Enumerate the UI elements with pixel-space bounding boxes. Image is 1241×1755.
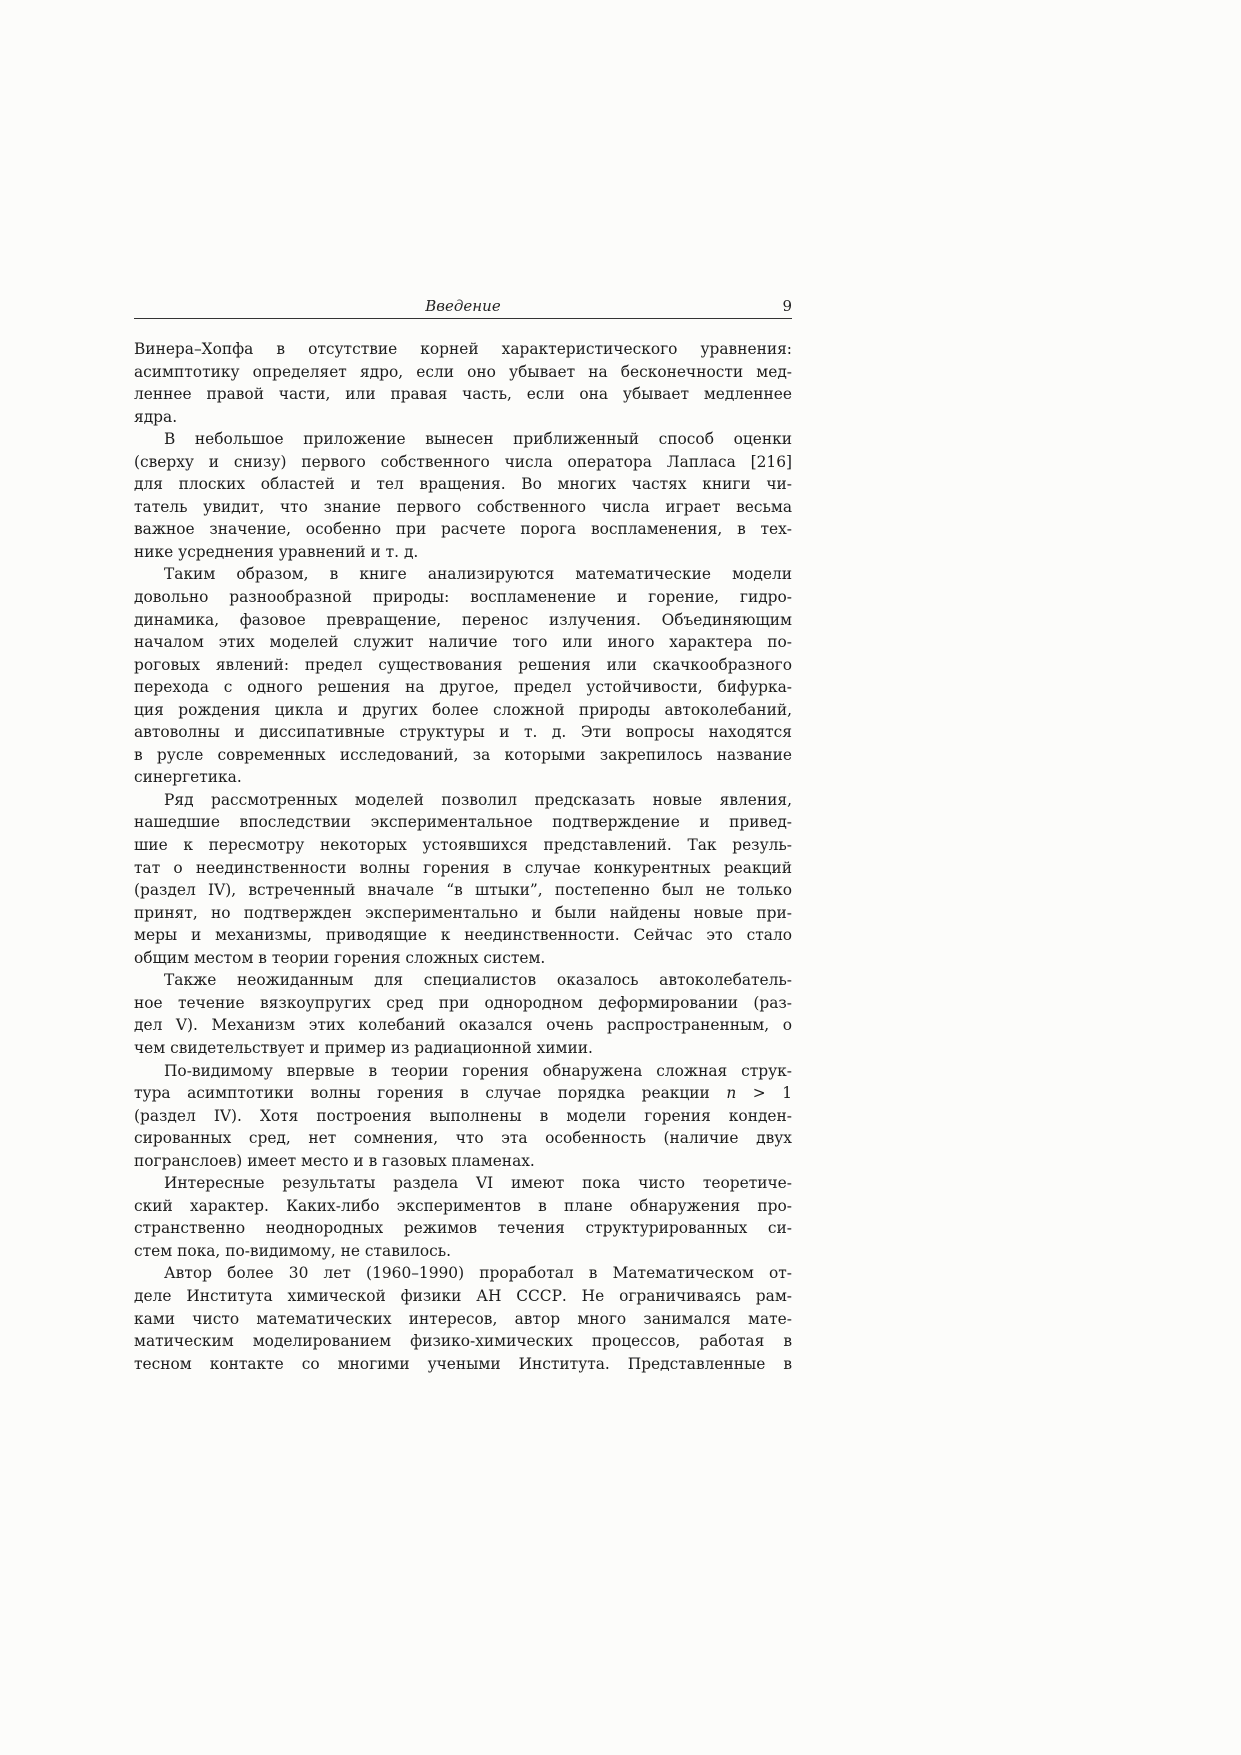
text-line: началом этих моделей служит наличие того или иного характера по-: [134, 633, 792, 652]
body-text: [134, 338, 792, 1375]
text-line: странственно неоднородных режимов течения структурированных си-: [134, 1219, 792, 1238]
text-line: (раздел IV). Хотя построения выполнены в модели горения конден-: [134, 1106, 792, 1125]
text-line: тат о неединственности волны горения в случае конкурентных реакций: [134, 858, 792, 877]
text-line: общим местом в теории горения сложных систем.: [134, 948, 546, 967]
text-line: нике усреднения уравнений и т. д.: [134, 542, 419, 561]
text-line: ками чисто математических интересов, автор много занимался мате-: [134, 1309, 792, 1328]
text-line: (раздел IV), встреченный вначале “в штыки”, постепенно был не только: [134, 881, 792, 900]
text-line: важное значение, особенно при расчете порога воспламенения, в тех-: [134, 520, 792, 539]
text-line: нашедшие впоследствии экспериментальное подтверждение и привед-: [134, 813, 792, 832]
text-line: (сверху и снизу) первого собственного числа оператора Лапласа [216]: [134, 452, 792, 471]
text-line: ядра.: [134, 407, 178, 426]
text-line: ция рождения цикла и других более сложной природы автоколебаний,: [134, 700, 792, 719]
text-line: тесном контакте со многими учеными Института. Представленные в: [134, 1354, 792, 1373]
text-line: в русле современных исследований, за которыми закрепилось название: [134, 745, 792, 764]
text-line: довольно разнообразной природы: воспламенение и горение, гидро-: [134, 588, 792, 607]
text-line: динамика, фазовое превращение, перенос излучения. Объединяющим: [134, 610, 792, 629]
text-line: чем свидетельствует и пример из радиационной химии.: [134, 1038, 593, 1057]
text-line: дел V). Механизм этих колебаний оказался очень распространенным, о: [134, 1016, 792, 1035]
text-line: автоволны и диссипативные структуры и т. д. Эти вопросы находятся: [134, 723, 792, 742]
text-line: асимптотику определяет ядро, если оно убывает на бесконечности мед-: [134, 362, 792, 381]
text-line: погранслоев) имеет место и в газовых пламенах.: [134, 1151, 535, 1170]
text-line: ное течение вязкоупругих сред при однородном деформировании (раз-: [134, 993, 792, 1012]
text-line: шие к пересмотру некоторых устоявшихся представлений. Так резуль-: [134, 836, 792, 855]
text-line: Интересные результаты раздела VI имеют пока чисто теоретиче-: [164, 1174, 792, 1193]
text-line: принят, но подтвержден экспериментально и были найдены новые при-: [134, 903, 792, 922]
text-line: ский характер. Каких-либо экспериментов в плане обнаружения про-: [134, 1196, 792, 1215]
text-line: деле Института химической физики АН СССР. Не ограничиваясь рам-: [134, 1286, 792, 1305]
running-head: [134, 296, 792, 319]
page-number: 9: [782, 297, 792, 315]
text-line: Ряд рассмотренных моделей позволил предсказать новые явления,: [164, 790, 792, 809]
text-line: Также неожиданным для специалистов оказалось автоколебатель-: [164, 971, 792, 990]
text-line: меры и механизмы, приводящие к неединственности. Сейчас это стало: [134, 926, 792, 945]
text-line: леннее правой части, или правая часть, если она убывает медленнее: [134, 385, 792, 404]
text-line: В небольшое приложение вынесен приближенный способ оценки: [164, 430, 792, 449]
running-head-title: Введение: [425, 297, 501, 315]
text-line: синергетика.: [134, 768, 242, 787]
text-line: По-видимому впервые в теории горения обнаружена сложная струк-: [164, 1061, 792, 1080]
text-line: перехода с одного решения на другое, предел устойчивости, бифурка-: [134, 678, 792, 697]
text-line: для плоских областей и тел вращения. Во многих частях книги чи-: [134, 475, 792, 494]
text-line: Таким образом, в книге анализируются математические модели: [164, 565, 792, 584]
text-line: татель увидит, что знание первого собственного числа играет весьма: [134, 497, 792, 516]
text-line: стем пока, по-видимому, не ставилось.: [134, 1241, 452, 1260]
text-line: Автор более 30 лет (1960–1990) проработал в Математическом от-: [164, 1264, 792, 1283]
text-line: матическим моделированием физико-химических процессов, работая в: [134, 1332, 792, 1351]
text-line: тура асимптотики волны горения в случае порядка реакции n > 1: [134, 1084, 793, 1103]
text-line: Винера–Хопфа в отсутствие корней характеристического уравнения:: [134, 340, 792, 358]
text-line: роговых явлений: предел существования решения или скачкообразного: [134, 655, 792, 674]
text-line: сированных сред, нет сомнения, что эта особенность (наличие двух: [134, 1129, 792, 1148]
